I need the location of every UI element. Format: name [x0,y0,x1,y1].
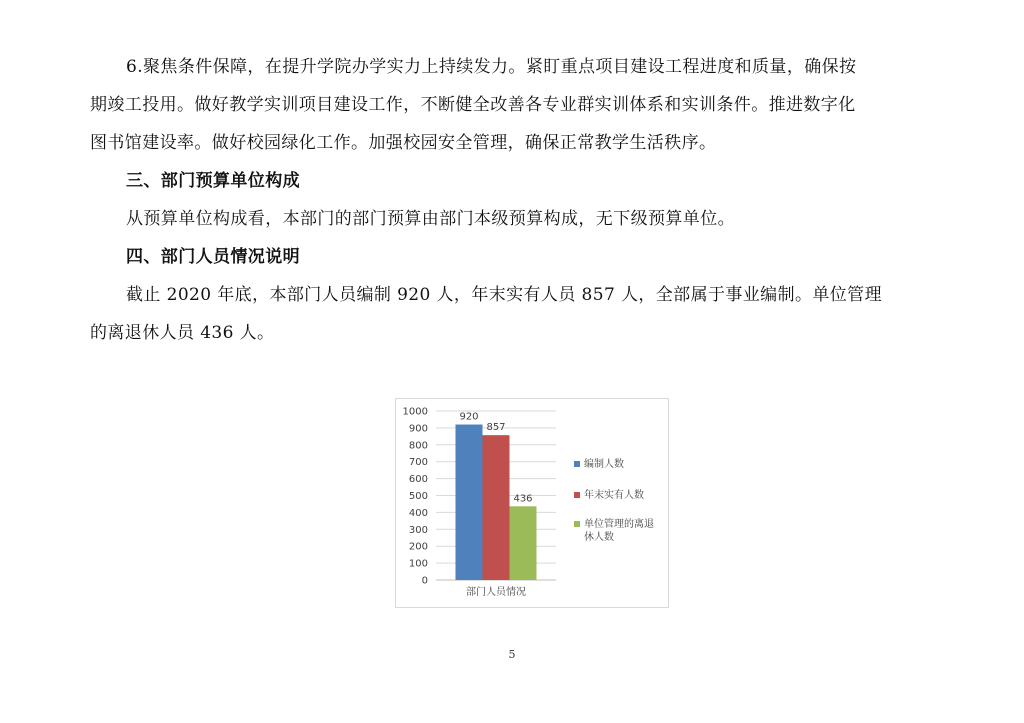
section-heading-4: 四、部门人员情况说明 [126,247,300,267]
legend-label-3-line-2: 休人数 [584,532,614,543]
paragraph-6-line-1: 6.聚焦条件保障，在提升学院办学实力上持续发力。紧盯重点项目建设工程进度和质量，确保按 [126,57,857,77]
y-tick-label-500: 500 [408,491,428,502]
y-tick-label-300: 300 [408,524,428,536]
budget-unit-paragraph: 从预算单位构成看，本部门的部门预算由部门本级预算构成，无下级预算单位。 [126,209,735,229]
legend-label-2: 年末实有人数 [584,490,644,501]
y-tick-label-800: 800 [408,440,428,452]
bar-2 [483,435,510,580]
page-number: 5 [508,648,516,661]
paragraph-6-line-3: 图书馆建设率。做好校园绿化工作。加强校园安全管理，确保正常教学生活秩序。 [90,133,717,153]
category-label: 部门人员情况 [466,587,526,598]
staff-paragraph-line-2: 的离退休人员 436 人。 [90,323,275,343]
y-tick-label-700: 700 [408,457,428,469]
bar-3 [510,506,537,580]
y-tick-label-100: 100 [408,558,428,570]
paragraph-6-line-2: 期竣工投用。做好教学实训项目建设工作，不断健全改善各专业群实训体系和实训条件。推进数字化 [90,95,856,115]
data-label-2: 857 [486,422,506,434]
y-tick-label-200: 200 [408,541,428,553]
staff-paragraph-line-1: 截止 2020 年底，本部门人员编制 920 人，年末实有人员 857 人，全部属于事业编制。单位管理 [126,285,882,305]
legend-swatch-1 [574,461,580,467]
chart-canvas [396,399,670,609]
y-tick-label-1000: 1000 [402,406,428,418]
y-tick-label-900: 900 [408,423,428,435]
y-tick-label-0: 0 [421,575,428,587]
bar-1 [456,425,483,580]
y-tick-label-600: 600 [408,474,428,486]
legend-swatch-2 [574,492,580,498]
data-label-1: 920 [459,411,479,423]
staff-chart [395,398,669,608]
y-tick-label-400: 400 [408,507,428,519]
section-heading-3: 三、部门预算单位构成 [126,171,300,191]
legend-label-1: 编制人数 [584,459,624,470]
legend-label-3-line-1: 单位管理的离退 [584,519,654,530]
data-label-3: 436 [513,493,533,505]
legend-swatch-3 [574,521,580,527]
